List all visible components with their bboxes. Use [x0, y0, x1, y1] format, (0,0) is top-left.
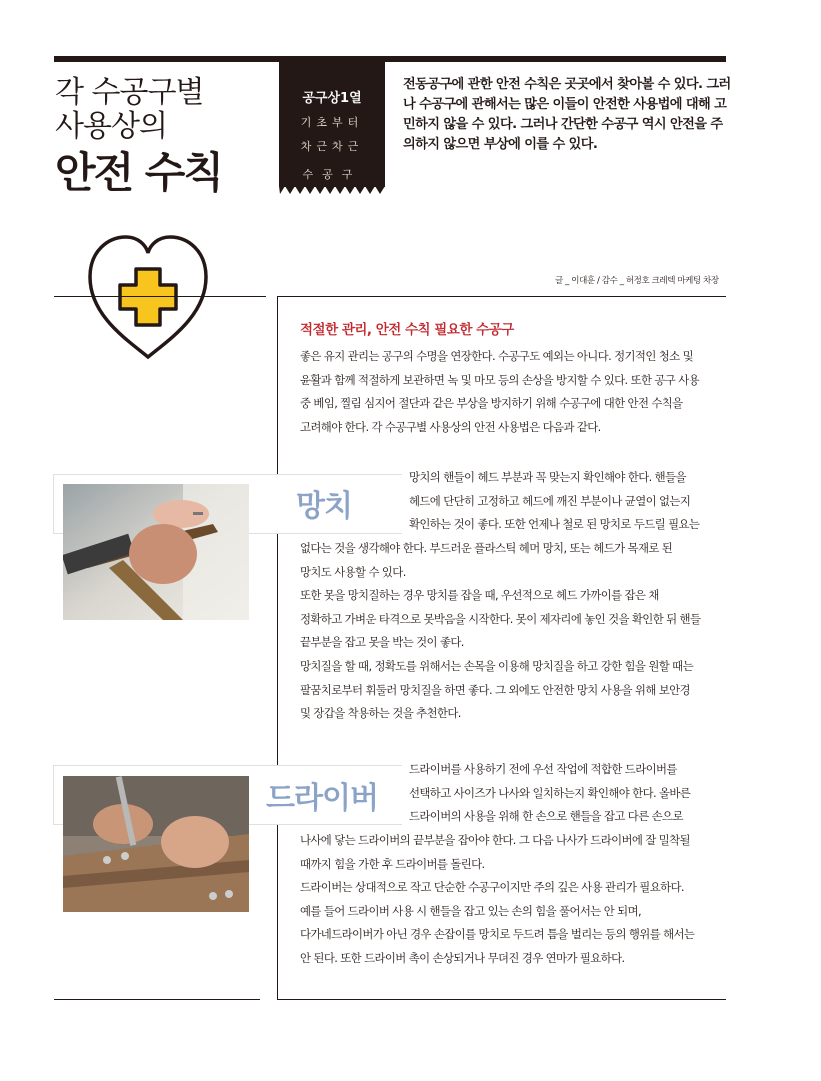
text-line: 드라이버의 사용을 위해 한 손으로 핸들을 잡고 다른 손으로 — [409, 809, 683, 824]
text-line: 끝부분을 잡고 못을 박는 것이 좋다. — [300, 635, 464, 650]
text-line: 안 된다. 또한 드라이버 촉이 손상되거나 무뎌진 경우 연마가 필요하다. — [300, 950, 625, 965]
badge-sub-2: 차근차근 — [300, 140, 364, 153]
driver-photo — [63, 776, 249, 912]
text-line: 다가네드라이버가 아닌 경우 손잡이를 망치로 두드려 틈을 벌리는 등의 행위를 해서는 — [300, 927, 695, 942]
badge-series: 공구상1열 — [302, 91, 362, 106]
driver-text — [300, 829, 740, 971]
heart-cross-icon — [86, 229, 210, 373]
text-line: 중 베임, 찔림 심지어 절단과 같은 부상을 방지하기 위해 수공구에 대한 안전 수칙을 — [300, 396, 683, 411]
top-rule — [54, 56, 726, 62]
divider — [278, 296, 726, 297]
text-line: 망치질을 할 때, 정확도를 위해서는 손목을 이용해 망치질을 하고 강한 힘을 원할 때는 — [300, 658, 693, 673]
text-line: 망치도 사용할 수 있다. — [300, 564, 406, 579]
hammer-photo — [63, 484, 249, 620]
text-line: 및 장갑을 착용하는 것을 추천한다. — [300, 706, 461, 721]
section-title: 적절한 관리, 안전 수칙 필요한 수공구 — [300, 322, 514, 338]
byline: 글 _ 이대훈 / 감수 _ 허정호 크레텍 마케팅 차장 — [555, 276, 719, 286]
badge-sub-1: 기초부터 — [300, 116, 364, 129]
series-badge — [279, 61, 385, 187]
divider — [54, 999, 260, 1000]
text-line: 정확하고 가벼운 타격으로 못박음을 시작한다. 못이 제자리에 놓인 것을 확인한 뒤 핸들 — [300, 611, 701, 626]
intro-text: 전동공구에 관한 안전 수칙은 곳곳에서 찾아볼 수 있다. 그러나 수공구에 관해서는 많은 이들이 안전한 사용법에 대해 고민하지 않을 수 있다. 그러나 간단한 수공구 역시 안전을 주의하지 않으면 부상에 이를 수 있다. — [403, 77, 731, 152]
title-line-2: 사용상의 — [55, 109, 167, 144]
column-divider — [277, 296, 278, 1000]
text-line: 좋은 유지 관리는 공구의 수명을 연장한다. 수공구도 예외는 아니다. 정기적인 청소 및 — [300, 349, 693, 363]
text-line: 선택하고 사이즈가 나사와 일치하는지 확인해야 한다. 올바른 — [409, 785, 691, 800]
hammer-title: 망치 — [296, 489, 352, 524]
text-line: 드라이버는 상대적으로 작고 단순한 수공구이지만 주의 깊은 사용 관리가 필요하다. — [300, 880, 684, 895]
text-line: 없다는 것을 생각해야 한다. 부드러운 플라스틱 헤머 망치, 또는 헤드가 목재로 된 — [300, 541, 673, 555]
driver-side-text — [409, 758, 739, 829]
text-line: 헤드에 단단히 고정하고 헤드에 깨진 부분이나 균열이 없는지 — [409, 493, 691, 508]
hammer-text — [300, 537, 740, 726]
section-intro — [300, 345, 740, 439]
text-line: 때까지 힘을 가한 후 드라이버를 돌린다. — [300, 856, 485, 871]
badge-topic: 수공구 — [302, 168, 362, 181]
text-line: 예를 들어 드라이버 사용 시 핸들을 잡고 있는 손의 힘을 풀어서는 안 되며, — [300, 903, 641, 918]
driver-title: 드라이버 — [266, 781, 378, 816]
page-title — [55, 76, 222, 200]
text-line: 나사에 닿는 드라이버의 끝부분을 잡아야 한다. 그 다음 나사가 드라이버에 잘 밀착될 — [300, 833, 690, 847]
text-line: 고려해야 한다. 각 수공구별 사용상의 안전 사용법은 다음과 같다. — [300, 419, 601, 434]
text-line: 드라이버를 사용하기 전에 우선 작업에 적합한 드라이버를 — [409, 762, 677, 776]
text-line: 윤활과 함께 적절하게 보관하면 녹 및 마모 등의 손상을 방지할 수 있다. 또한 공구 사용 — [300, 372, 700, 387]
text-line: 또한 못을 망치질하는 경우 망치를 잡을 때, 우선적으로 헤드 가까이를 잡은 채 — [300, 588, 659, 603]
divider — [277, 999, 726, 1000]
title-line-1: 각 수공구별 — [55, 75, 204, 110]
hammer-side-text — [409, 466, 739, 537]
title-line-3: 안전 수칙 — [55, 148, 222, 197]
divider — [54, 296, 266, 297]
badge-zigzag-edge — [279, 186, 385, 195]
text-line: 팔꿈치로부터 휘둘러 망치질을 하면 좋다. 그 외에도 안전한 망치 사용을 위해 보안경 — [300, 682, 690, 697]
text-line: 망치의 핸들이 헤드 부분과 꼭 맞는지 확인해야 한다. 핸들을 — [409, 470, 686, 484]
text-line: 확인하는 것이 좋다. 또한 언제나 철로 된 망치로 두드릴 필요는 — [409, 517, 700, 532]
